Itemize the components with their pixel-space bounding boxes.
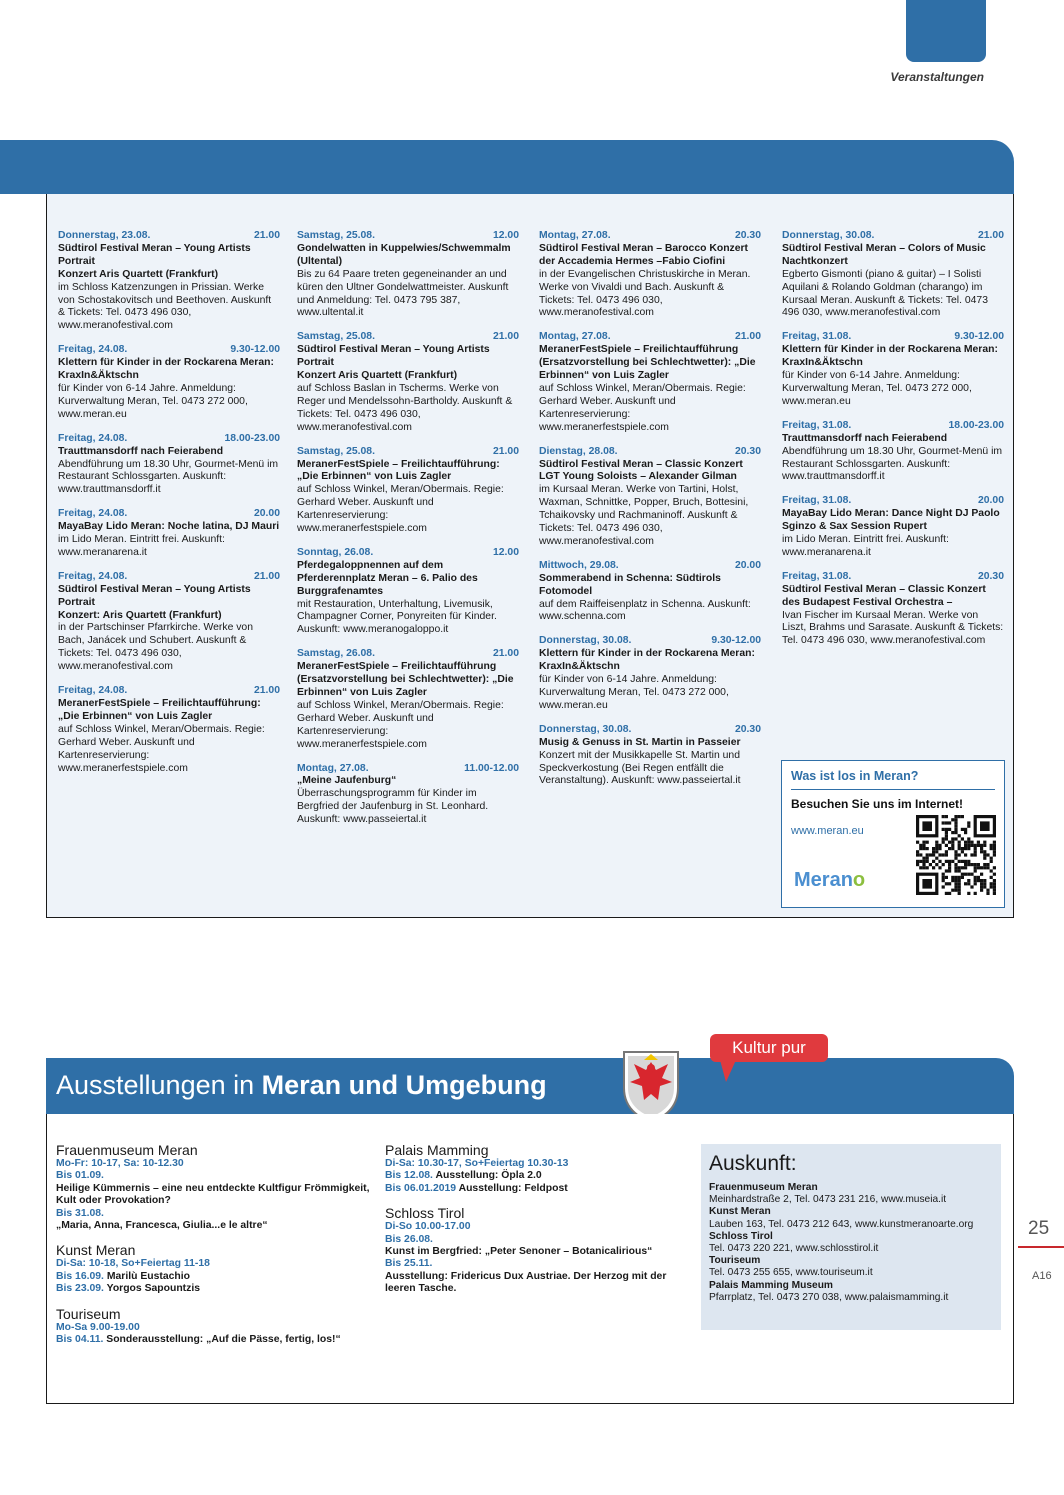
- event-description: Ivan Fischer im Kursaal Meran. Werke von Liszt, Brahms und Sarasate. Auskunft & Tickets: Tel. 0473 496 030, www.meranofestival.com: [782, 609, 1004, 647]
- event-description: auf Schloss Baslan in Tscherms. Werke von Reger und Mendelssohn-Bartholdy. Auskunft & Tickets: Tel. 0473 496 030, www.meranofestival.com: [297, 382, 513, 433]
- event-day: Donnerstag, 30.08.: [782, 230, 875, 241]
- event-description: auf Schloss Winkel, Meran/Obermais. Regie: Gerhard Weber. Auskunft und Kartenreservierung: www.meranerfestspiele.com: [58, 723, 265, 774]
- venue-hours: Di-So 10.00-17.00: [385, 1221, 471, 1233]
- event-item: [782, 230, 1004, 320]
- event-day: Freitag, 31.08.: [782, 570, 852, 582]
- event-time: 21.00: [977, 230, 1004, 241]
- event-title: „Meine Jaufenburg“: [297, 775, 397, 787]
- events-column-1: [58, 230, 280, 786]
- event-time: 11.00-12.00: [464, 762, 519, 774]
- event-time: 9.30-12.00: [711, 635, 761, 647]
- event-item: [58, 230, 280, 333]
- page-number: 25: [1028, 1218, 1050, 1239]
- event-time: 12.00: [492, 546, 519, 558]
- venue-line-text: Heilige Kümmernis – eine neu entdeckte Kultfigur Frömmigkeit, Kult oder Provokation?: [56, 1182, 370, 1207]
- event-title: MeranerFestSpiele – Freilichtaufführung (Ersatzvorstellung bei Schlechtwetter): „Die Erbinnen“ von Luis Zagler: [297, 661, 514, 698]
- event-day: Freitag, 31.08.: [782, 331, 852, 343]
- venue-line: [385, 1271, 695, 1296]
- event-item: [782, 495, 1004, 560]
- event-day: Freitag, 24.08.: [58, 432, 128, 444]
- event-time: 12.00: [492, 230, 519, 241]
- event-time: 21.00: [492, 648, 519, 660]
- event-day: Montag, 27.08.: [297, 762, 369, 774]
- event-title: Südtirol Festival Meran – Young Artists Portrait: [58, 242, 251, 267]
- auskunft-entry-name: Touriseum: [709, 1255, 761, 1267]
- event-item: [58, 685, 280, 775]
- event-time: 21.00: [492, 331, 519, 343]
- event-title: MeranerFestSpiele – Freilichtaufführung (Ersatzvorstellung bei Schlechtwetter): „Die Erbinnen“ von Luis Zagler: [539, 344, 756, 382]
- event-description: im Lido Meran. Eintritt frei. Auskunft: www.meranarena.it: [782, 534, 949, 558]
- venue-hours: Di-Sa: 10-18, So+Feiertag 11-18: [56, 1258, 210, 1270]
- venue-name: Kunst Meran: [56, 1242, 136, 1259]
- venue-line-date: Bis 06.01.2019: [385, 1182, 457, 1194]
- event-day: Freitag, 31.08.: [782, 495, 852, 507]
- event-item: [297, 547, 519, 637]
- event-date-row: [782, 571, 1004, 584]
- venue-line-text: Ausstellung: Öpla 2.0: [435, 1170, 542, 1182]
- event-time: 21.00: [492, 445, 519, 457]
- event-item: [782, 571, 1004, 648]
- event-time: 20.30: [734, 723, 761, 735]
- event-date-row: [539, 635, 761, 648]
- event-description: auf dem Raiffeisenplatz in Schenna. Auskunft: www.schenna.com: [539, 598, 751, 623]
- event-item: [297, 446, 519, 536]
- event-date-row: [58, 685, 280, 698]
- event-time: 21.00: [253, 685, 280, 697]
- venue-line: [56, 1183, 376, 1208]
- event-day: Freitag, 24.08.: [58, 344, 128, 356]
- event-title: Gondelwatten in Kuppelwies/Schwemmalm (Ultental): [297, 242, 511, 267]
- event-time: 20.30: [734, 445, 761, 457]
- event-title: Südtirol Festival Meran – Young Artists Portrait: [58, 583, 251, 608]
- exhibitions-title: [56, 1070, 547, 1101]
- event-title: MeranerFestSpiele – Freilichtaufführung: „Die Erbinnen“ von Luis Zagler: [58, 698, 261, 722]
- event-day: Samstag, 25.08.: [297, 445, 375, 457]
- event-title: Klettern für Kinder in der Rockarena Meran: KraxIn&Äktschn: [782, 344, 998, 369]
- event-item: [58, 433, 280, 498]
- event-description: in der Partschinser Pfarrkirche. Werke von Bach, Janácek und Schubert. Auskunft & Tickets: Tel. 0473 496 030, www.meranofestival.com: [58, 622, 253, 673]
- event-date-row: [297, 763, 519, 776]
- venue-line: [385, 1170, 695, 1182]
- venue-line: [385, 1183, 695, 1195]
- page-code: A16: [1032, 1270, 1052, 1282]
- event-time: 20.00: [977, 495, 1004, 507]
- event-description: im Kursaal Meran. Werke von Tartini, Holst, Waxman, Schnittke, Popper, Bruch, Bottesini, Tchaikovsky und Rachmaninoff. Auskunft & Tickets: Tel. 0473 496 030, www.meranofestival.com: [539, 484, 749, 547]
- event-date-row: [297, 648, 519, 661]
- venue-block: [56, 1242, 376, 1295]
- event-date-row: [58, 571, 280, 584]
- event-description: Bis zu 64 Paare treten gegeneinander an und küren den Ultner Gondelwattmeister. Auskunft und Anmeldung: Tel. 0473 795 387, www.ultental.it: [297, 268, 509, 319]
- event-description: im Lido Meran. Eintritt frei. Auskunft: www.meranarena.it: [58, 534, 225, 558]
- event-date-row: [782, 420, 1004, 433]
- event-time: 20.00: [253, 508, 280, 520]
- event-title: Südtirol Festival Meran – Barocco Konzert der Accademia Hermes –Fabio Ciofini: [539, 242, 749, 267]
- event-description: auf Schloss Winkel, Meran/Obermais. Regie: Gerhard Weber. Auskunft und Kartenreservierung: www.meranerfestspiele.com: [297, 484, 504, 535]
- auskunft-entry-name: Kunst Meran: [709, 1206, 771, 1218]
- auskunft-entry-name: Schloss Tirol: [709, 1230, 773, 1242]
- event-description: für Kinder von 6-14 Jahre. Anmeldung: Kurverwaltung Meran, Tel. 0473 272 000, www.meran.eu: [58, 382, 248, 420]
- event-day: Montag, 27.08.: [539, 331, 611, 343]
- event-item: [58, 508, 280, 560]
- exhibitions-panel: [46, 1114, 1014, 1404]
- event-day: Dienstag, 28.08.: [539, 445, 618, 457]
- event-title: Pferdegaloppnennen auf dem Pferderennplatz Meran – 6. Palio des Burggrafenamtes: [297, 559, 478, 597]
- event-title: Trauttmansdorff nach Feierabend: [782, 432, 948, 444]
- event-time: 21.00: [734, 331, 761, 343]
- event-date-row: [539, 724, 761, 737]
- info-box: [781, 760, 1005, 908]
- venue-line: [56, 1334, 376, 1346]
- venue-line: [385, 1246, 695, 1258]
- auskunft-entry-name: Frauenmuseum Meran: [709, 1182, 818, 1193]
- event-day: Freitag, 31.08.: [782, 419, 852, 431]
- event-day: Sonntag, 26.08.: [297, 546, 374, 558]
- auskunft-box: [701, 1144, 1001, 1330]
- event-day: Freitag, 24.08.: [58, 685, 128, 697]
- event-date-row: [297, 446, 519, 459]
- event-day: Donnerstag, 30.08.: [539, 635, 632, 647]
- event-description: Überraschungsprogramm für Kinder im Bergfried der Jaufenburg in St. Leonhard. Auskunft: www.passeiertal.it: [297, 788, 489, 826]
- venue-block: [56, 1142, 376, 1232]
- event-day: Donnerstag, 30.08.: [539, 723, 632, 735]
- event-item: [297, 648, 519, 751]
- event-title: MeranerFestSpiele – Freilichtaufführung: „Die Erbinnen“ von Luis Zagler: [297, 458, 500, 483]
- event-day: Mittwoch, 29.08.: [539, 559, 619, 571]
- event-description: für Kinder von 6-14 Jahre. Anmeldung: Kurverwaltung Meran, Tel. 0473 272 000, www.meran.eu: [782, 370, 972, 407]
- auskunft-entry-detail: Lauben 163, Tel. 0473 212 643, www.kunstmeranoarte.org: [709, 1218, 974, 1230]
- info-visit-text: Besuchen Sie uns im Internet!: [791, 797, 964, 811]
- event-description: Abendführung um 18.30 Uhr, Gourmet-Menü im Restaurant Schlossgarten. Auskunft: www.trauttmansdorff.it: [58, 458, 279, 496]
- event-time: 9.30-12.00: [230, 344, 280, 356]
- venue-line: [385, 1234, 695, 1246]
- event-time: 18.00-23.00: [224, 432, 280, 444]
- section-label: Veranstaltungen: [890, 70, 984, 84]
- venue-line-date: Bis 16.09.: [56, 1270, 104, 1282]
- auskunft-entry-detail: Meinhardstraße 2, Tel. 0473 231 216, www.museia.it: [709, 1194, 947, 1206]
- qr-code-icon[interactable]: [916, 815, 996, 895]
- event-day: Freitag, 24.08.: [58, 508, 128, 520]
- event-description: für Kinder von 6-14 Jahre. Anmeldung: Kurverwaltung Meran, Tel. 0473 272 000, www.meran.eu: [539, 674, 729, 711]
- event-item: [539, 635, 761, 712]
- venue-line-date: Bis 04.11.: [56, 1334, 104, 1346]
- event-date-row: [539, 331, 761, 344]
- event-time: 20.00: [734, 559, 761, 571]
- kultur-badge-tail: [720, 1060, 736, 1082]
- auskunft-entry-name: Palais Mamming Museum: [709, 1279, 833, 1291]
- event-day: Samstag, 25.08.: [297, 331, 375, 343]
- event-item: [539, 724, 761, 789]
- event-item: [782, 420, 1004, 485]
- page-number-rule: [1018, 1246, 1064, 1248]
- event-description: Konzert mit der Musikkapelle St. Martin und Speckverkostung (Bei Regen entfällt die Veranstaltung). Auskunft: www.passeiertal.it: [539, 749, 741, 787]
- venue-line-text: Kunst im Bergfried: „Peter Senoner – Botanicalirious“: [385, 1246, 653, 1258]
- venue-hours: Mo-Sa 9.00-19.00: [56, 1321, 140, 1333]
- event-date-row: [539, 560, 761, 573]
- event-title: Sommerabend in Schenna: Südtirols Fotomodel: [539, 572, 721, 597]
- event-description: Abendführung um 18.30 Uhr, Gourmet-Menü im Restaurant Schlossgarten. Auskunft: www.trauttmansdorff.it: [782, 445, 1003, 483]
- event-time: 9.30-12.00: [954, 331, 1004, 343]
- venue-hours: Di-Sa: 10.30-17, So+Feiertag 10.30-13: [385, 1158, 569, 1169]
- event-subtitle: Konzert Aris Quartett (Frankfurt): [297, 370, 458, 382]
- event-time: 21.00: [253, 230, 280, 241]
- event-description: Egberto Gismonti (piano & guitar) – I Solisti Aquilani & Rolando Goldman (charango) im Kursaal Meran. Auskunft & Tickets: Tel. 0473 496 030, www.meranofestival.com: [782, 268, 988, 319]
- event-day: Samstag, 26.08.: [297, 648, 375, 660]
- event-title: Musig & Genuss in St. Martin in Passeier: [539, 736, 741, 748]
- event-item: [58, 344, 280, 421]
- event-item: [297, 230, 519, 320]
- event-date-row: [782, 331, 1004, 344]
- event-date-row: [58, 344, 280, 357]
- event-description: in der Evangelischen Christuskirche in Meran. Werke von Vivaldi und Bach. Auskunft & Tickets: Tel. 0473 496 030, www.meranofestival.com: [539, 268, 751, 319]
- exhibitions-title-bold: Meran und Umgebung: [261, 1070, 547, 1100]
- events-column-4: [782, 230, 1004, 659]
- event-title: MayaBay Lido Meran: Dance Night DJ Paolo Sginzo & Sax Session Rupert: [782, 508, 1000, 533]
- events-panel: [46, 194, 1014, 918]
- event-time: 21.00: [253, 570, 280, 582]
- venue-block: [385, 1142, 695, 1195]
- event-title: Klettern für Kinder in der Rockarena Meran: KraxIn&Äktschn: [539, 648, 755, 673]
- logo-o-text: o: [852, 869, 866, 891]
- venue-line-text: Yorgos Sapountzis: [106, 1283, 200, 1295]
- event-day: Samstag, 25.08.: [297, 230, 375, 241]
- event-date-row: [58, 508, 280, 521]
- event-item: [539, 230, 761, 320]
- event-day: Freitag, 24.08.: [58, 570, 128, 582]
- event-day: Donnerstag, 23.08.: [58, 230, 151, 241]
- venue-name: Frauenmuseum Meran: [56, 1142, 198, 1158]
- exhibitions-column-1: [56, 1142, 376, 1356]
- auskunft-list: [709, 1182, 993, 1304]
- event-date-row: [539, 230, 761, 243]
- coat-of-arms-icon: [620, 1048, 682, 1124]
- venue-line-date: Bis 12.08.: [385, 1170, 433, 1182]
- event-subtitle: Konzert: Aris Quartett (Frankfurt): [58, 609, 222, 621]
- events-column-2: [297, 230, 519, 838]
- exhibitions-column-2: [385, 1142, 695, 1306]
- exhibitions-header-band: [46, 1058, 1014, 1114]
- venue-line: [56, 1208, 376, 1220]
- event-date-row: [58, 433, 280, 446]
- event-date-row: [539, 446, 761, 459]
- event-title: Südtirol Festival Meran – Classic Konzert LGT Young Soloists – Alexander Gilman: [539, 458, 743, 483]
- event-date-row: [782, 230, 1004, 243]
- event-title: Trauttmansdorff nach Feierabend: [58, 445, 224, 457]
- venue-line-date: Bis 31.08.: [56, 1207, 104, 1219]
- events-header-band: [0, 140, 1014, 194]
- venue-line-date: Bis 01.09.: [56, 1170, 104, 1182]
- event-date-row: [58, 230, 280, 243]
- venue-line-text: „Maria, Anna, Francesca, Giulia...e le altre“: [56, 1220, 268, 1232]
- event-item: [782, 331, 1004, 408]
- event-date-row: [782, 495, 1004, 508]
- event-item: [539, 331, 761, 434]
- event-title: MayaBay Lido Meran: Noche latina, DJ Mauri: [58, 521, 280, 533]
- event-title: Südtirol Festival Meran – Young Artists Portrait: [297, 344, 490, 369]
- event-item: [539, 446, 761, 549]
- venue-line-date: Bis 25.11.: [385, 1258, 433, 1270]
- event-time: 20.30: [977, 570, 1004, 582]
- auskunft-heading: Auskunft:: [709, 1152, 797, 1175]
- event-subtitle: Konzert Aris Quartett (Frankfurt): [58, 268, 219, 280]
- exhibitions-title-plain: Ausstellungen in: [56, 1070, 262, 1100]
- event-title: Südtirol Festival Meran – Colors of Music Nachtkonzert: [782, 242, 986, 267]
- venue-line-text: Ausstellung: Fridericus Dux Austriae. Der Herzog mit der leeren Tasche.: [385, 1270, 667, 1295]
- top-corner-tab: [906, 0, 986, 62]
- venue-line-text: Marilù Eustachio: [106, 1270, 190, 1282]
- event-date-row: [297, 230, 519, 243]
- logo-main-text: Meran: [794, 869, 853, 891]
- event-time: 20.30: [734, 230, 761, 241]
- auskunft-entry-detail: Pfarrplatz, Tel. 0473 270 038, www.palaismamming.it: [709, 1291, 949, 1303]
- venue-line-date: Bis 26.08.: [385, 1233, 433, 1245]
- event-day: Montag, 27.08.: [539, 230, 611, 241]
- info-divider: [791, 789, 995, 790]
- info-url-link[interactable]: www.meran.eu: [791, 825, 864, 837]
- event-title: Südtirol Festival Meran – Classic Konzert des Budapest Festival Orchestra –: [782, 583, 986, 608]
- event-title: Klettern für Kinder in der Rockarena Meran: KraxIn&Äktschn: [58, 357, 274, 382]
- event-description: mit Restauration, Unterhaltung, Livemusik, Champagner Corner, Ponyreiten für Kinder. Auskunft: www.meranogaloppo.it: [297, 598, 497, 636]
- venue-line: [56, 1283, 376, 1295]
- event-description: auf Schloss Winkel, Meran/Obermais. Regie: Gerhard Weber. Auskunft und Kartenreservierung: www.meranerfestspiele.com: [539, 382, 746, 433]
- venue-hours: Mo-Fr: 10-17, Sa: 10-12.30: [56, 1158, 184, 1169]
- venue-name: Schloss Tirol: [385, 1205, 465, 1222]
- info-question: Was ist los in Meran?: [791, 769, 919, 783]
- venue-line-date: Bis 23.09.: [56, 1283, 104, 1295]
- venue-line: [56, 1170, 376, 1182]
- venue-line: [56, 1271, 376, 1283]
- event-description: auf Schloss Winkel, Meran/Obermais. Regie: Gerhard Weber. Auskunft und Kartenreservierung: www.meranerfestspiele.com: [297, 699, 504, 750]
- auskunft-entry-detail: Tel. 0473 220 221, www.schlosstirol.it: [709, 1243, 879, 1255]
- venue-line-text: Sonderausstellung: „Auf die Pässe, fertig, los!“: [106, 1334, 341, 1346]
- event-item: [58, 571, 280, 674]
- auskunft-entry-detail: Tel. 0473 255 655, www.touriseum.it: [709, 1267, 873, 1279]
- events-column-3: [539, 230, 761, 799]
- event-date-row: [297, 547, 519, 560]
- merano-logo: [794, 869, 865, 892]
- venue-block: [56, 1306, 376, 1347]
- venue-line-text: Ausstellung: Feldpost: [458, 1182, 568, 1194]
- event-date-row: [297, 331, 519, 344]
- event-description: im Schloss Katzenzungen in Prissian. Werke von Schostakovitsch und Beethoven. Auskunft & Tickets: Tel. 0473 496 030, www.meranofestival.com: [58, 281, 272, 332]
- event-item: [297, 763, 519, 828]
- venue-line: [56, 1220, 376, 1232]
- venue-line: [385, 1258, 695, 1270]
- event-item: [539, 560, 761, 625]
- event-item: [297, 331, 519, 434]
- venue-name: Palais Mamming: [385, 1142, 489, 1158]
- event-time: 18.00-23.00: [948, 419, 1004, 431]
- venue-block: [385, 1205, 695, 1295]
- venue-name: Touriseum: [56, 1305, 121, 1322]
- kultur-pur-badge: Kultur pur: [710, 1034, 828, 1062]
